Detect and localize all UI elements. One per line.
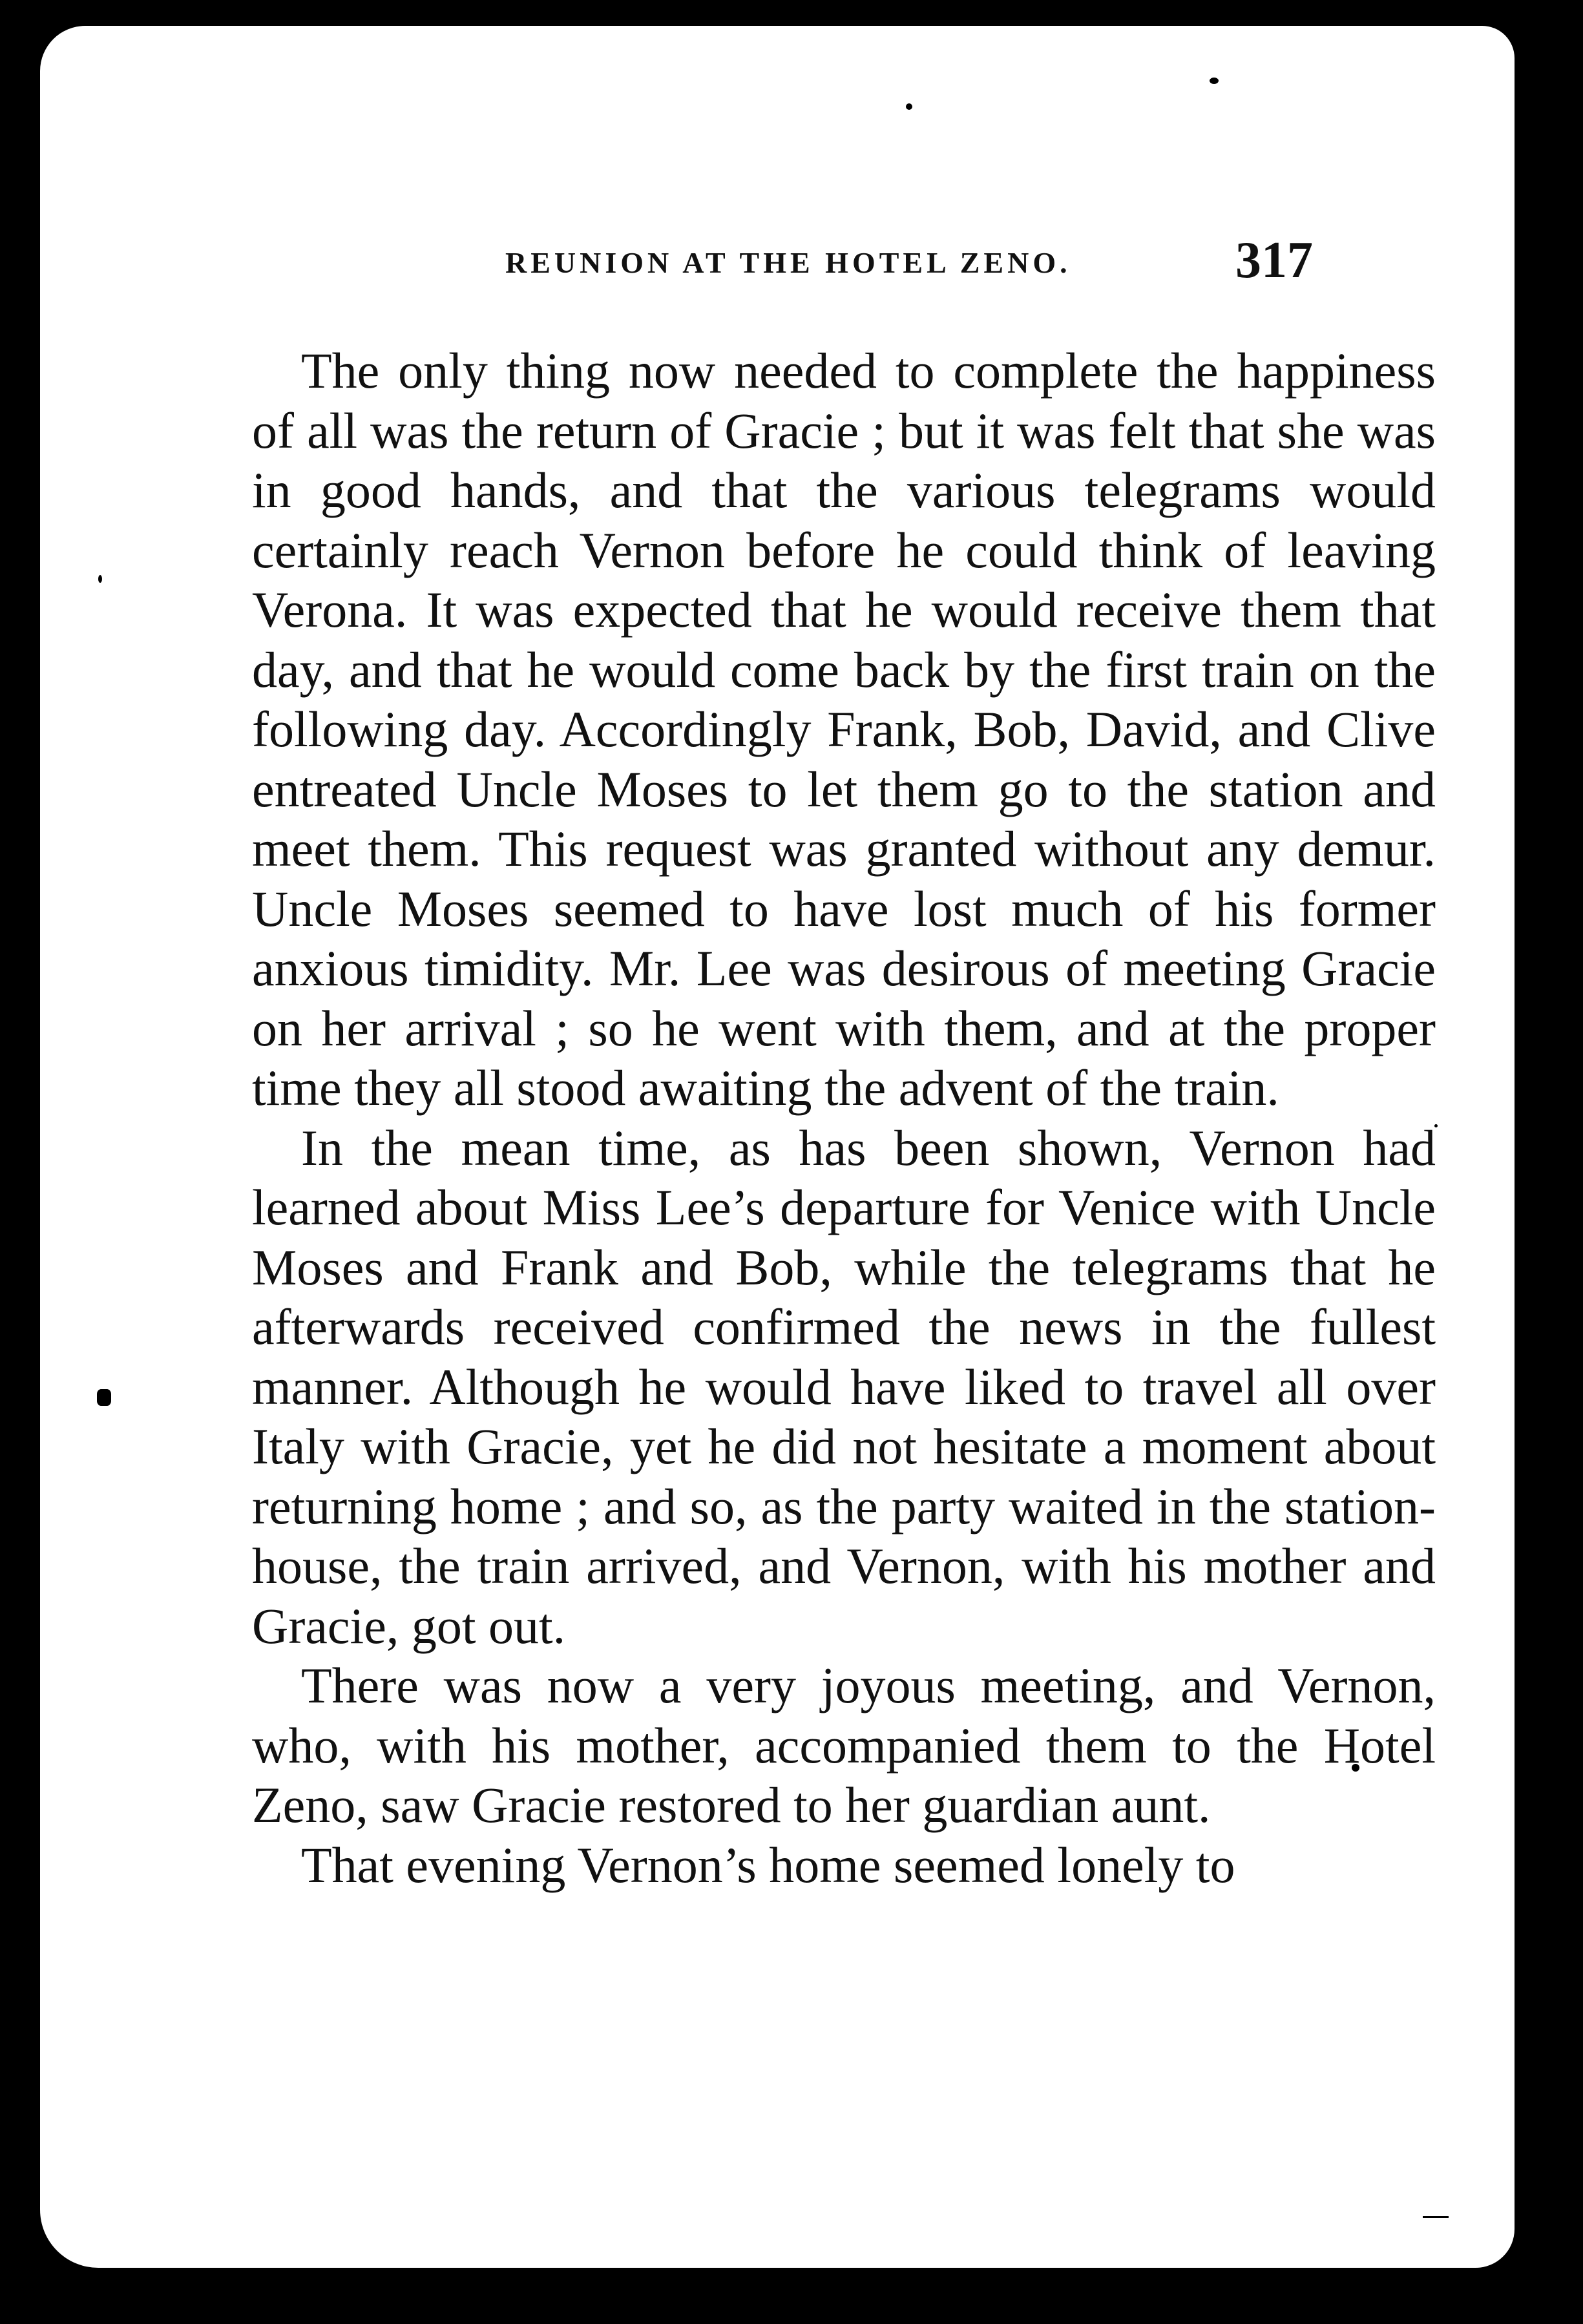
body-text bbox=[252, 341, 1436, 1895]
paragraph: That evening Vernon’s home seemed lonely to bbox=[301, 1836, 1235, 1893]
running-header bbox=[247, 231, 1313, 296]
paragraph: There was now a very joyous meeting, and Vernon, who, with his mother, accompanied them to the Hotel Zeno, saw Gracie restored to her guardian aunt. bbox=[252, 1657, 1436, 1833]
running-title: REUNION AT THE HOTEL ZENO. bbox=[505, 246, 1071, 279]
paragraph: In the mean time, as has been shown, Vernon had learned about Miss Lee’s departure for Venice with Uncle Moses and Frank and Bob, while the telegrams that he afterwards received confirmed the news in the fullest manner. Although he would have liked to travel all over Italy with Gracie, yet he did not hesitate a moment about returning home ; and so, as the party waited in the station-house, the train arrived, and Vernon, with his mother and Gracie, got out. bbox=[252, 1119, 1436, 1654]
page-number: 317 bbox=[1235, 232, 1313, 289]
paragraph: The only thing now needed to complete the happiness of all was the return of Gracie ; but it was felt that she was in good hands, and that the various telegrams would certainly reach Vernon before he could think of leaving Verona. It was expected that he would receive them that day, and that he would come back by the first train on the following day. Accordingly Frank, Bob, David, and Clive entreated Uncle Moses to let them go to the station and meet them. This request was granted without any demur. Uncle Moses seemed to have lost much of his former anxious timidity. Mr. Lee was desirous of meeting Gracie on her arrival ; so he went with them, and at the proper time they all stood awaiting the advent of the train. bbox=[252, 342, 1436, 1116]
book-page bbox=[40, 26, 1515, 2268]
